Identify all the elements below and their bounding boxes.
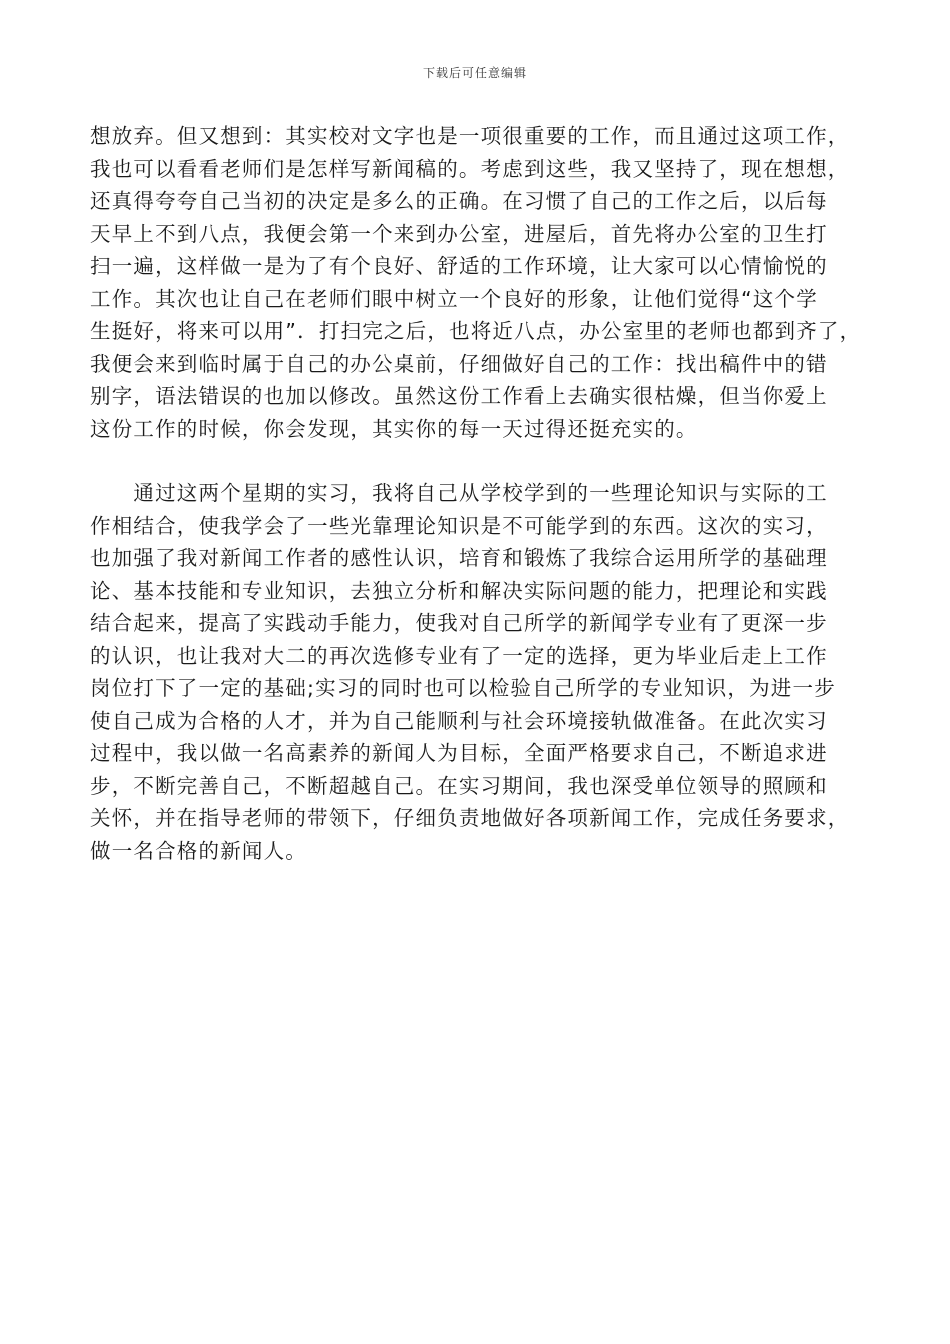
text-line: 做一名合格的新闻人。: [90, 838, 307, 863]
text-line: 的认识，也让我对大二的再次选修专业有了一定的选择，更为毕业后走上工作: [90, 643, 828, 668]
paragraph-spacer: [90, 445, 880, 477]
text-line: 关怀，并在指导老师的带领下，仔细负责地做好各项新闻工作，完成任务要求，: [90, 806, 850, 830]
text-line: 这份工作的时候，你会发现，其实你的每一天过得还挺充实的。: [90, 416, 698, 441]
paragraph-2: [90, 477, 880, 867]
document-body: [90, 120, 880, 867]
text-line: 想放弃。但又想到：其实校对文字也是一项很重要的工作，而且通过这项工作，: [90, 124, 850, 148]
text-line: 作相结合，使我学会了一些光靠理论知识是不可能学到的东西。这次的实习，: [90, 513, 828, 538]
text-line: 岗位打下了一定的基础;实习的同时也可以检验自己所学的专业知识，为进一步: [90, 676, 836, 700]
paragraph-1: [90, 120, 880, 445]
text-line: 论、基本技能和专业知识，去独立分析和解决实际问题的能力，把理论和实践: [90, 578, 828, 603]
text-line: 结合起来，提高了实践动手能力，使我对自己所学的新闻学专业有了更深一步: [90, 611, 828, 635]
text-line: 工作。其次也让自己在老师们眼中树立一个良好的形象，让他们觉得“这个学: [90, 286, 818, 311]
text-line: 步，不断完善自己，不断超越自己。在实习期间，我也深受单位领导的照顾和: [90, 773, 828, 798]
text-line: 我也可以看看老师们是怎样写新闻稿的。考虑到这些，我又坚持了，现在想想，: [90, 156, 850, 181]
text-line: 我便会来到临时属于自己的办公桌前，仔细做好自己的工作：找出稿件中的错: [90, 351, 828, 376]
text-line: 天早上不到八点，我便会第一个来到办公室，进屋后，首先将办公室的卫生打: [90, 221, 828, 246]
text-line: 使自己成为合格的人才，并为自己能顺利与社会环境接轨做准备。在此次实习: [90, 708, 828, 733]
text-line: 生挺好，将来可以用”．打扫完之后，也将近八点，办公室里的老师也都到齐了，: [90, 319, 862, 343]
text-line: 过程中，我以做一名高素养的新闻人为目标，全面严格要求自己，不断追求进: [90, 741, 828, 765]
text-line: 通过这两个星期的实习，我将自己从学校学到的一些理论知识与实际的工: [90, 481, 828, 505]
text-line: 还真得夸夸自己当初的决定是多么的正确。在习惯了自己的工作之后，以后每: [90, 189, 828, 213]
text-line: 也加强了我对新闻工作者的感性认识，培育和锻炼了我综合运用所学的基础理: [90, 546, 828, 570]
text-line: 别字，语法错误的也加以修改。虽然这份工作看上去确实很枯燥，但当你爱上: [90, 384, 828, 408]
page-header-note: 下载后可任意编辑: [422, 66, 527, 80]
text-line: 扫一遍，这样做一是为了有个良好、舒适的工作环境，让大家可以心情愉悦的: [90, 254, 828, 278]
